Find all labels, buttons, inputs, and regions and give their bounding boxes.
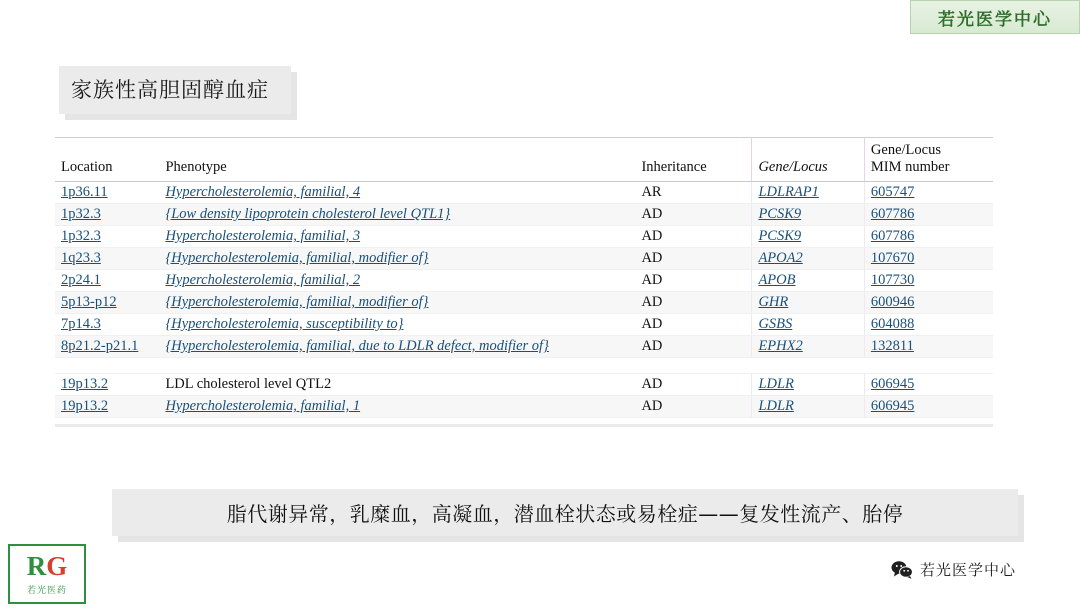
cell-location	[55, 270, 159, 292]
wechat-label: 若光医学中心	[919, 561, 1016, 579]
cell-phenotype	[159, 270, 635, 292]
cell-mim-number	[864, 396, 993, 418]
mim-link[interactable]: 107670	[870, 250, 915, 266]
top-right-watermark	[910, 0, 1080, 34]
cell-location	[55, 248, 159, 270]
gene-link[interactable]: EPHX2	[758, 338, 803, 354]
company-logo	[8, 544, 86, 604]
location-link[interactable]: 1p36.11	[61, 184, 108, 200]
cell-inheritance: AD	[635, 292, 751, 314]
cell-mim-number	[864, 270, 993, 292]
gene-link[interactable]: APOA2	[758, 250, 803, 266]
location-link[interactable]: 19p13.2	[61, 398, 109, 414]
cell-phenotype	[159, 292, 635, 314]
mim-link[interactable]: 600946	[870, 294, 915, 310]
logo-letters: RG	[26, 550, 68, 581]
cell-mim-number	[864, 314, 993, 336]
table-row	[55, 204, 993, 226]
cell-location	[55, 182, 159, 204]
cell-location	[55, 314, 159, 336]
location-link[interactable]: 1p32.3	[61, 206, 101, 222]
location-link[interactable]: 7p14.3	[61, 316, 101, 332]
phenotype-link[interactable]: {Low density lipoprotein cholesterol level QTL1}	[165, 206, 451, 222]
table-row	[55, 270, 993, 292]
cell-phenotype	[159, 226, 635, 248]
cell-phenotype	[159, 182, 635, 204]
table-row-spacer	[55, 358, 993, 374]
wechat-credit	[891, 559, 1016, 580]
mim-link[interactable]: 605747	[870, 184, 915, 200]
mim-link[interactable]: 604088	[870, 316, 915, 332]
wechat-icon	[891, 560, 913, 579]
gene-link[interactable]: PCSK9	[758, 206, 802, 222]
cell-mim-number	[864, 248, 993, 270]
header-phenotype: Phenotype	[159, 138, 635, 182]
table-row	[55, 182, 993, 204]
location-link[interactable]: 19p13.2	[61, 376, 109, 392]
cell-inheritance: AD	[635, 270, 751, 292]
cell-gene-locus	[752, 182, 864, 204]
table-header	[55, 138, 993, 182]
bottom-caption-text: 脂代谢异常，乳糜血，高凝血，潜血栓状态或易栓症——复发性流产、胎停	[226, 502, 904, 526]
logo-cn-text: 若光医药	[26, 585, 67, 596]
slide-title	[59, 66, 291, 114]
table-row	[55, 248, 993, 270]
phenotype-link[interactable]: Hypercholesterolemia, familial, 3	[165, 228, 361, 244]
omim-table-container	[55, 137, 993, 418]
location-link[interactable]: 5p13-p12	[61, 294, 117, 310]
cell-gene-locus	[752, 248, 864, 270]
cell-mim-number	[864, 182, 993, 204]
phenotype-link[interactable]: Hypercholesterolemia, familial, 1	[165, 398, 361, 414]
cell-location	[55, 374, 159, 396]
phenotype-link[interactable]: Hypercholesterolemia, familial, 2	[165, 272, 361, 288]
cell-location	[55, 204, 159, 226]
omim-table	[55, 137, 993, 418]
cell-gene-locus	[752, 204, 864, 226]
cell-inheritance: AR	[635, 182, 751, 204]
cell-location	[55, 292, 159, 314]
gene-link[interactable]: APOB	[758, 272, 796, 288]
mim-link[interactable]: 607786	[870, 206, 915, 222]
table-bottom-rule	[55, 424, 993, 427]
cell-phenotype	[159, 396, 635, 418]
cell-mim-number	[864, 336, 993, 358]
cell-phenotype	[159, 374, 635, 396]
header-location: Location	[55, 138, 159, 182]
phenotype-link[interactable]: {Hypercholesterolemia, familial, modifier of}	[165, 250, 429, 266]
cell-inheritance: AD	[635, 336, 751, 358]
cell-inheritance: AD	[635, 374, 751, 396]
table-row	[55, 226, 993, 248]
cell-gene-locus	[752, 396, 864, 418]
phenotype-link[interactable]: Hypercholesterolemia, familial, 4	[165, 184, 361, 200]
cell-gene-locus	[752, 226, 864, 248]
cell-phenotype	[159, 248, 635, 270]
location-link[interactable]: 2p24.1	[61, 272, 101, 288]
phenotype-text: LDL cholesterol level QTL2	[165, 376, 332, 392]
header-mim-number	[864, 138, 993, 182]
cell-inheritance: AD	[635, 314, 751, 336]
cell-gene-locus	[752, 270, 864, 292]
slide-title-text: 家族性高胆固醇血症	[71, 78, 269, 102]
phenotype-link[interactable]: {Hypercholesterolemia, familial, modifier of}	[165, 294, 429, 310]
gene-link[interactable]: GSBS	[758, 316, 793, 332]
gene-link[interactable]: LDLR	[758, 376, 794, 392]
cell-inheritance: AD	[635, 248, 751, 270]
mim-link[interactable]: 606945	[870, 376, 915, 392]
spacer-cell	[55, 358, 993, 374]
table-row	[55, 336, 993, 358]
cell-phenotype	[159, 336, 635, 358]
table-row	[55, 314, 993, 336]
header-inheritance: Inheritance	[635, 138, 751, 182]
table-body	[55, 182, 993, 418]
mim-link[interactable]: 606945	[870, 398, 915, 414]
phenotype-link[interactable]: {Hypercholesterolemia, susceptibility to}	[165, 316, 404, 332]
cell-gene-locus	[752, 314, 864, 336]
watermark-text: 若光医学中心	[938, 9, 1052, 29]
header-mim-line1: Gene/Locus	[870, 142, 941, 158]
cell-inheritance: AD	[635, 204, 751, 226]
location-link[interactable]: 1q23.3	[61, 250, 101, 266]
header-mim-line2: MIM number	[870, 159, 950, 175]
cell-mim-number	[864, 374, 993, 396]
gene-link[interactable]: GHR	[758, 294, 789, 310]
cell-location	[55, 336, 159, 358]
phenotype-link[interactable]: {Hypercholesterolemia, familial, due to LDLR defect, modifier of}	[165, 338, 549, 354]
cell-gene-locus	[752, 374, 864, 396]
header-gene-locus: Gene/Locus	[752, 138, 864, 182]
cell-mim-number	[864, 292, 993, 314]
cell-inheritance: AD	[635, 226, 751, 248]
mim-link[interactable]: 132811	[870, 338, 914, 354]
cell-gene-locus	[752, 292, 864, 314]
cell-gene-locus	[752, 336, 864, 358]
cell-inheritance: AD	[635, 396, 751, 418]
location-link[interactable]: 1p32.3	[61, 228, 101, 244]
mim-link[interactable]: 607786	[870, 228, 915, 244]
table-row	[55, 292, 993, 314]
location-link[interactable]: 8p21.2-p21.1	[61, 338, 139, 354]
cell-location	[55, 226, 159, 248]
gene-link[interactable]: LDLR	[758, 398, 794, 414]
cell-location	[55, 396, 159, 418]
cell-mim-number	[864, 226, 993, 248]
table-row	[55, 396, 993, 418]
cell-phenotype	[159, 204, 635, 226]
gene-link[interactable]: LDLRAP1	[758, 184, 819, 200]
cell-mim-number	[864, 204, 993, 226]
bottom-caption	[112, 489, 1018, 536]
cell-phenotype	[159, 314, 635, 336]
mim-link[interactable]: 107730	[870, 272, 915, 288]
gene-link[interactable]: PCSK9	[758, 228, 802, 244]
table-row	[55, 374, 993, 396]
